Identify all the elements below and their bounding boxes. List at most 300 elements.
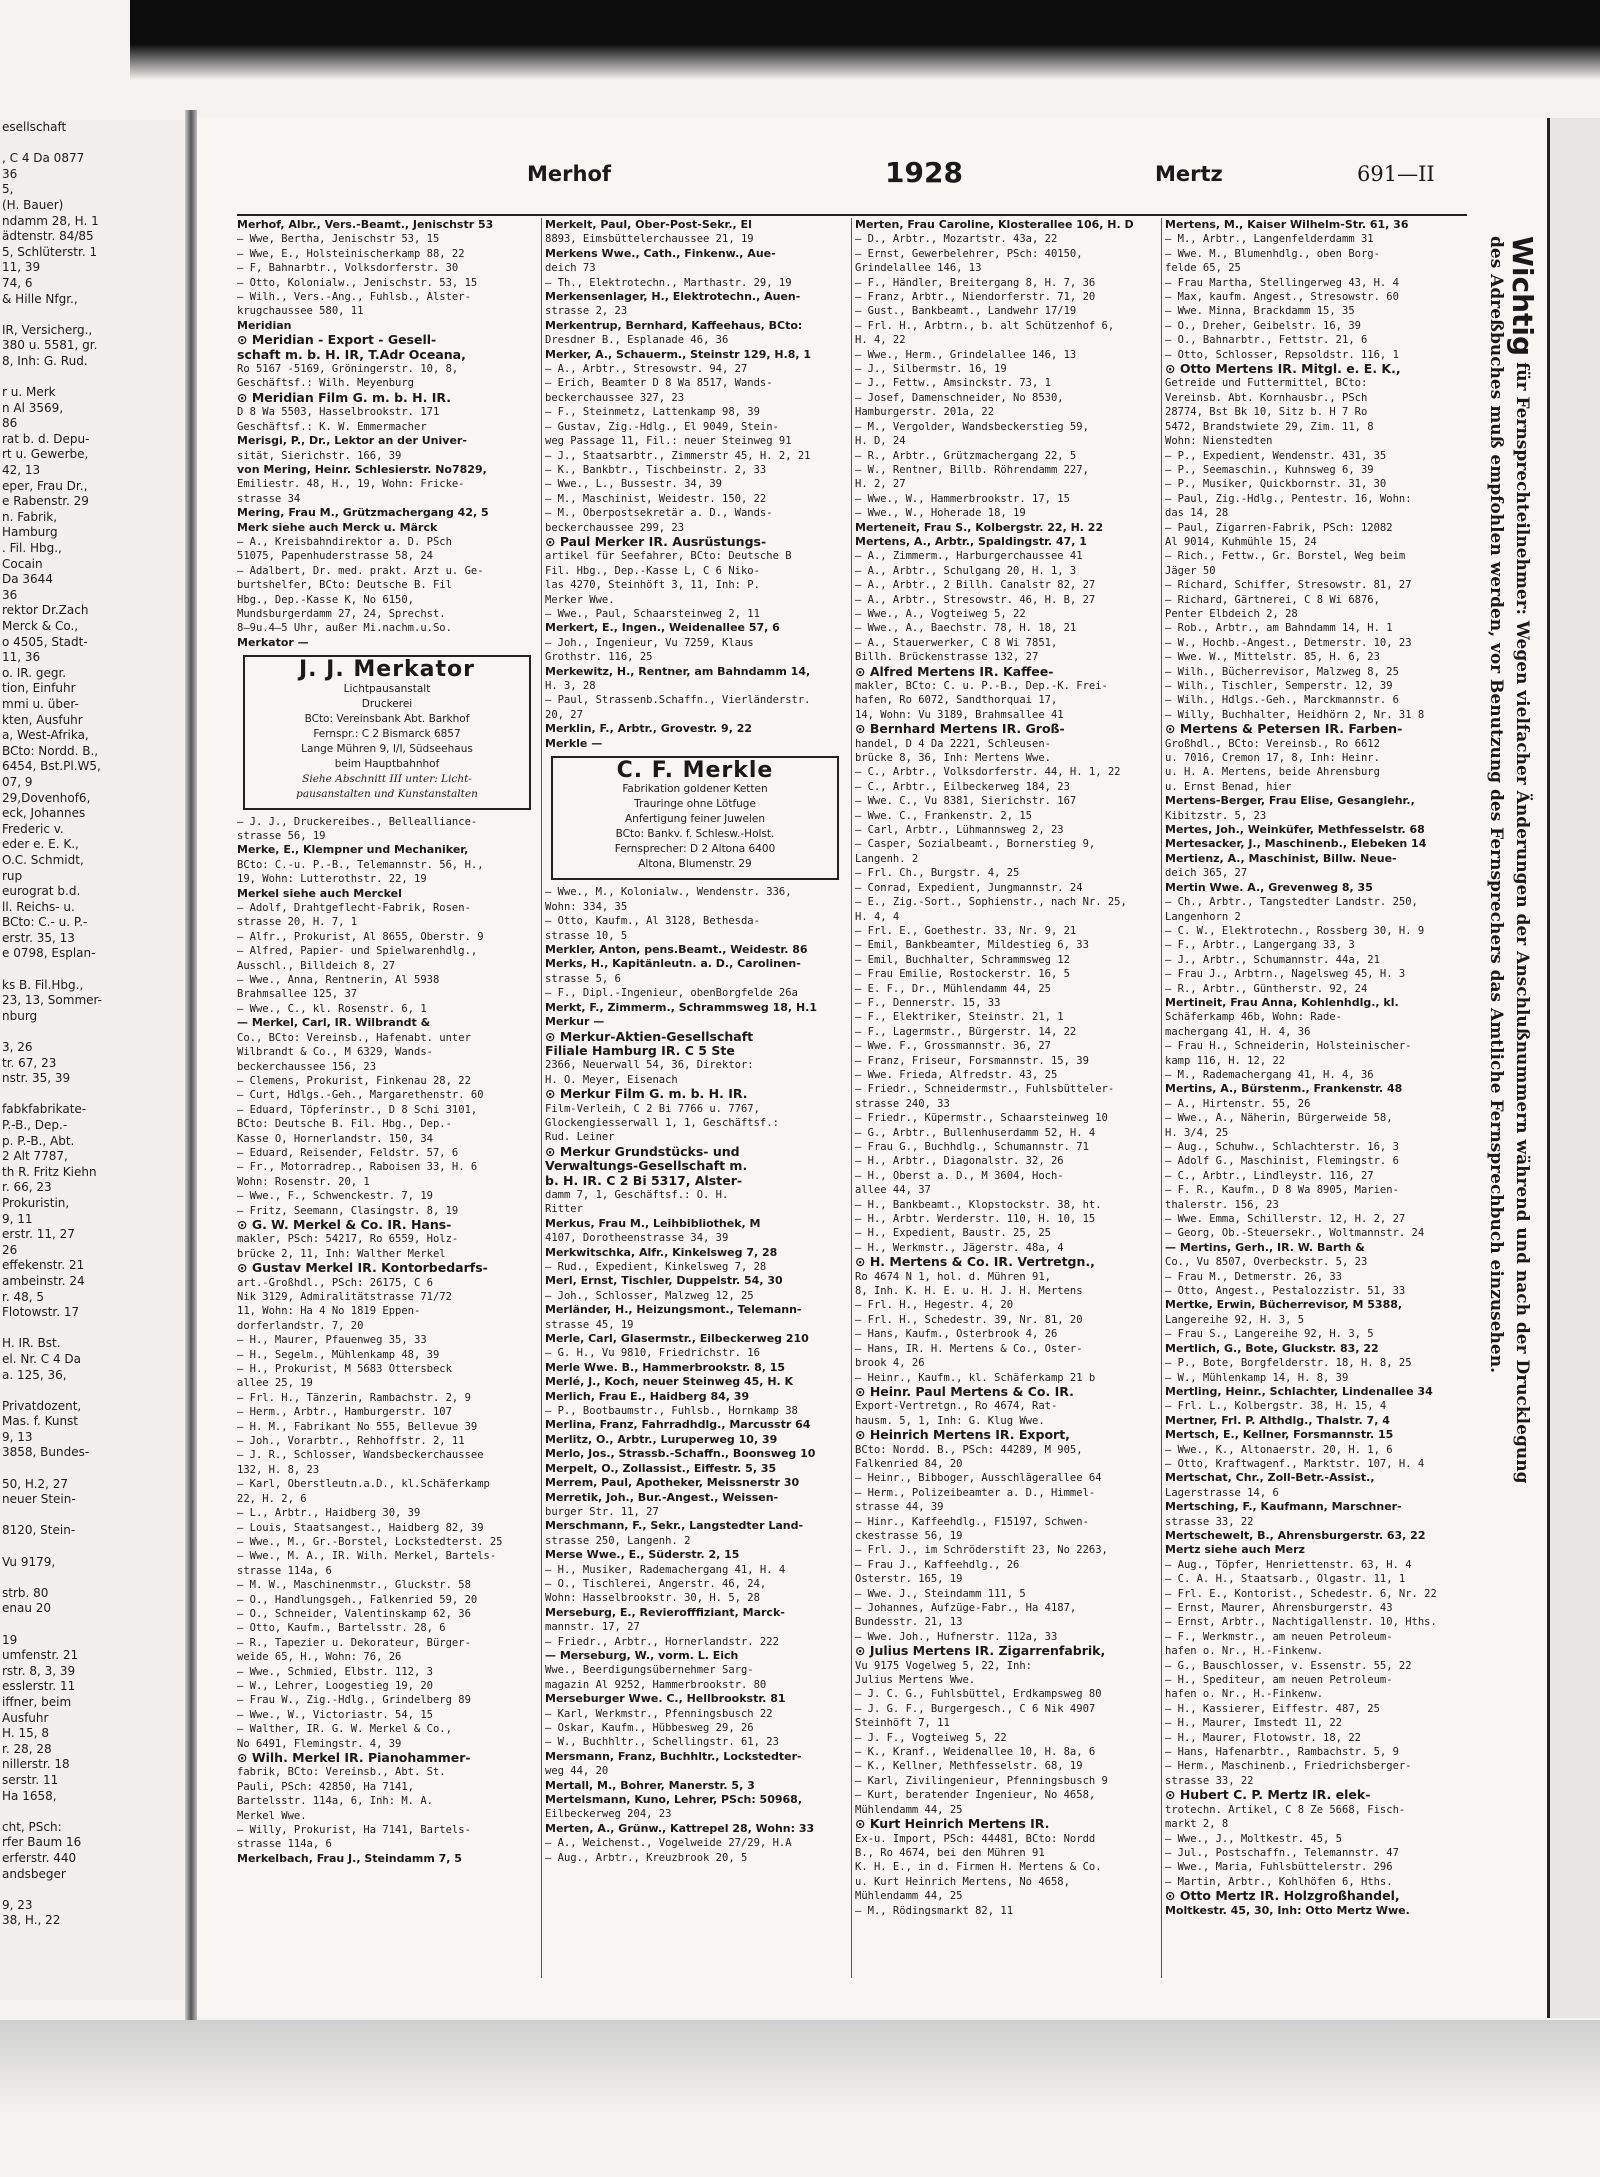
directory-entry: — Alfred, Papier- und Spielwarenhdlg., xyxy=(237,945,478,958)
directory-entry: — J. F., Vogteiweg 5, 22 xyxy=(855,1731,1007,1744)
directory-entry: — Karl, Werkmstr., Pfenningsbusch 22 xyxy=(545,1707,773,1720)
header-last-name: Mertz xyxy=(1155,162,1223,186)
directory-entry: — Clemens, Prokurist, Finkenau 28, 22 xyxy=(237,1074,471,1087)
directory-entry: ckestrasse 56, 19 xyxy=(855,1529,963,1542)
directory-entry: — Ch., Arbtr., Tangstedter Landstr. 250, xyxy=(1165,896,1418,909)
directory-entry: Filiale Hamburg IR. C 5 Ste xyxy=(545,1042,735,1058)
directory-entry: — P., Expedient, Wendenstr. 431, 35 xyxy=(1165,449,1387,462)
directory-entry: — P., Seemaschin., Kuhnsweg 6, 39 xyxy=(1165,463,1374,476)
directory-entry: strasse 2, 23 xyxy=(545,305,628,318)
fragment-line: a. 125, 36, xyxy=(2,1367,67,1382)
directory-entry: u. H. A. Mertens, beide Ahrensburg xyxy=(1165,766,1380,779)
fragment-line: rt u. Gewerbe, xyxy=(2,447,89,462)
directory-entry: Ritter xyxy=(545,1203,583,1216)
directory-entry: Co., Vu 8507, Overbeckstr. 5, 23 xyxy=(1165,1256,1368,1269)
fragment-line: el. Nr. C 4 Da xyxy=(2,1351,82,1366)
fragment-line: iffner, beim xyxy=(2,1694,72,1709)
directory-entry: Merle, Carl, Glasermstr., Eilbeckerweg 210 xyxy=(545,1332,809,1346)
directory-entry: — Ernst, Maurer, Ahrensburgerstr. 43 xyxy=(1165,1602,1393,1614)
directory-entry: D 8 Wa 5503, Hasselbrookstr. 171 xyxy=(237,406,440,419)
directory-entry: — Th., Elektrotechn., Marthastr. 29, 19 xyxy=(545,276,792,289)
directory-entry: — Mertins, Gerh., IR. W. Barth & xyxy=(1165,1240,1365,1254)
directory-entry: Mertling, Heinr., Schlachter, Lindenallee 34 xyxy=(1165,1384,1433,1398)
fragment-line: O.C. Schmidt, xyxy=(2,852,84,867)
directory-entry: — Louis, Staatsangest., Haidberg 82, 39 xyxy=(237,1521,484,1534)
directory-entry: No 6491, Flemingstr. 4, 39 xyxy=(237,1737,402,1750)
fragment-line: Vu 9179, xyxy=(2,1554,56,1569)
fragment-line: ambeinstr. 24 xyxy=(2,1273,85,1288)
fragment-line: 3858, Bundes- xyxy=(2,1445,90,1460)
fragment-line: eper, Frau Dr., xyxy=(2,478,88,493)
directory-entry: H. D, 24 xyxy=(855,435,906,448)
directory-entry: Penter Elbdeich 2, 28 xyxy=(1165,607,1298,620)
directory-entry: Merrem, Paul, Apotheker, Meissnerstr 30 xyxy=(545,1476,800,1490)
ad-note: Siehe Abschnitt III unter: Licht- xyxy=(302,772,472,785)
directory-entry: Emiliestr. 48, H., 19, Wohn: Fricke- xyxy=(237,478,465,491)
directory-entry: — Willy, Buchhalter, Heidhörn 2, Nr. 31 8 xyxy=(1165,708,1425,721)
directory-entry: Merkelt, Paul, Ober-Post-Sekr., El xyxy=(545,218,752,231)
directory-entry: Merkert, E., Ingen., Weidenallee 57, 6 xyxy=(545,621,780,635)
directory-entry: Merkus, Frau M., Leihbibliothek, M xyxy=(545,1216,761,1230)
directory-entry: Mertall, M., Bohrer, Manerstr. 5, 3 xyxy=(545,1778,755,1792)
directory-entry: strasse 114a, 6 xyxy=(237,1564,332,1577)
directory-entry: — O., Schneider, Valentinskamp 62, 36 xyxy=(237,1607,471,1620)
directory-entry: — O., Bahnarbtr., Fettstr. 21, 6 xyxy=(1165,334,1368,347)
fragment-line: n. Fabrik, xyxy=(2,509,58,524)
directory-entry: Mertes, Joh., Weinküfer, Methfesselstr. 68 xyxy=(1165,823,1425,837)
directory-entry: 8—9u.4—5 Uhr, außer Mi.nachm.u.So. xyxy=(237,622,452,635)
directory-entry: — Friedr., Schneidermstr., Fuhlsbütteler- xyxy=(855,1083,1115,1096)
directory-entry: kamp 116, H. 12, 22 xyxy=(1165,1054,1286,1067)
fragment-line xyxy=(0,1539,185,1555)
directory-entry: — C. A. H., Staatsarb., Olgastr. 11, 1 xyxy=(1165,1573,1406,1586)
column-1 xyxy=(237,218,537,1978)
fragment-line xyxy=(0,1461,185,1477)
directory-entry: strasse 45, 19 xyxy=(545,1318,634,1331)
directory-entry: — Wwe., C., kl. Rosenstr. 6, 1 xyxy=(237,1002,427,1015)
directory-entry: — Aug., Töpfer, Henriettenstr. 63, H. 4 xyxy=(1165,1558,1412,1571)
directory-entry: 8893, Eimsbüttelerchaussee 21, 19 xyxy=(545,233,754,246)
directory-entry: — Wwe., M. A., IR. Wilh. Merkel, Bartels- xyxy=(237,1550,497,1563)
directory-entry: — H. M., Fabrikant No 555, Bellevue 39 xyxy=(237,1420,478,1433)
fragment-line xyxy=(0,1882,185,1898)
directory-entry: Mertens-Berger, Frau Elise, Gesanglehr., xyxy=(1165,794,1415,808)
directory-entry: Julius Mertens Wwe. xyxy=(855,1674,976,1687)
fragment-line: Mas. f. Kunst xyxy=(2,1414,79,1429)
fragment-line: nstr. 35, 39 xyxy=(2,1071,71,1086)
fragment-line: P.-B., Dep.- xyxy=(2,1118,68,1132)
directory-entry: Mertke, Erwin, Bücherrevisor, M 5388, xyxy=(1165,1298,1403,1312)
directory-entry: 11, Wohn: Ha 4 No 1819 Eppen- xyxy=(237,1305,421,1318)
directory-entry: Merkur — xyxy=(545,1015,605,1029)
directory-entry: Moltkestr. 45, 30, Inh: Otto Mertz Wwe. xyxy=(1165,1903,1410,1917)
fragment-line: 11, 36 xyxy=(2,650,41,665)
directory-entry: — Wilh., Vers.-Ang., Fuhlsb., Alster- xyxy=(237,291,471,304)
fragment-line: esslerstr. 11 xyxy=(2,1679,76,1694)
directory-entry: — Frau W., Zig.-Hdlg., Grindelberg 89 xyxy=(237,1694,471,1707)
fragment-line: 36 xyxy=(2,587,18,602)
directory-entry: — Wwe., J., Moltkestr. 45, 5 xyxy=(1165,1832,1343,1845)
directory-entry: strasse 250, Langenh. 2 xyxy=(545,1534,691,1547)
fragment-line xyxy=(0,136,185,152)
fragment-line xyxy=(0,962,185,978)
directory-entry: — Aug., Schuhw., Schlachterstr. 16, 3 xyxy=(1165,1141,1399,1153)
book-gutter xyxy=(185,110,197,2020)
directory-entry: Mertienz, A., Maschinist, Billw. Neue- xyxy=(1165,851,1397,865)
directory-entry: — Hans, Kaufm., Osterbrook 4, 26 xyxy=(855,1328,1058,1341)
directory-entry: las 4270, Steinhöft 3, 11, Inh: P. xyxy=(545,579,760,592)
directory-entry: brücke 2, 11, Inh: Walther Merkel xyxy=(237,1247,446,1260)
directory-entry: — A., Weichenst., Vogelweide 27/29, H.A xyxy=(545,1837,792,1850)
directory-entry: weg Passage 11, Fil.: neuer Steinweg 91 xyxy=(545,435,792,448)
directory-entry: — Adolf G., Maschinist, Flemingstr. 6 xyxy=(1165,1155,1399,1168)
directory-entry: Merten, Frau Caroline, Klosterallee 106, H. D xyxy=(855,218,1134,231)
directory-entry: — M., Oberpostsekretär a. D., Wands- xyxy=(545,507,773,520)
notice-line-1: für Fernsprechteilnehmer: Wegen vielfacher Änderungen der Anschlußnummern während und nach der Drucklegung xyxy=(1512,361,1532,1484)
fragment-line: nburg xyxy=(2,1008,38,1023)
column-2 xyxy=(545,218,845,1978)
directory-entry: — K., Bankbtr., Tischbeinstr. 2, 33 xyxy=(545,463,767,476)
directory-entry: Merkewitz, H., Rentner, am Bahndamm 14, xyxy=(545,664,811,678)
directory-entry: Mertlich, G., Bote, Gluckstr. 83, 22 xyxy=(1165,1341,1379,1355)
directory-entry: — Wwe., Maria, Fuhlsbüttelerstr. 296 xyxy=(1165,1861,1393,1874)
directory-entry: — F., Elektriker, Steinstr. 21, 1 xyxy=(855,1011,1064,1024)
directory-entry: — Ernst, Arbtr., Nachtigallenstr. 10, Hths. xyxy=(1165,1616,1437,1629)
page-edge xyxy=(1550,118,1600,2018)
directory-entry: — Wwe. F., Grossmannstr. 36, 27 xyxy=(855,1040,1051,1053)
directory-entry: — W., Rentner, Billb. Röhrendamm 227, xyxy=(855,463,1089,476)
directory-entry: — C., Arbtr., Eilbeckerweg 184, 23 xyxy=(855,780,1070,793)
directory-entry: — Eduard, Reisender, Feldstr. 57, 6 xyxy=(237,1146,459,1159)
directory-entry: — Joh., Ingenieur, Vu 7259, Klaus xyxy=(545,636,754,649)
directory-entry: Langenh. 2 xyxy=(855,852,919,865)
directory-entry: — Ernst, Gewerbelehrer, PSch: 40150, xyxy=(855,247,1083,260)
directory-entry: 28774, Bst Bk 10, Sitz b. H 7 Ro xyxy=(1165,406,1368,419)
directory-entry: Meridian xyxy=(237,318,292,332)
directory-entry: — Frau M., Detmerstr. 26, 33 xyxy=(1165,1270,1343,1283)
directory-entry: 20, 27 xyxy=(545,708,583,721)
directory-entry: — Friedr., Küpermstr., Schaarsteinweg 10 xyxy=(855,1112,1108,1125)
fragment-line: r u. Merk xyxy=(2,385,56,400)
fragment-line: 9, 13 xyxy=(2,1429,33,1444)
directory-entry: — F., Steinmetz, Lattenkamp 98, 39 xyxy=(545,406,760,419)
directory-entry: Mertz siehe auch Merz xyxy=(1165,1543,1305,1557)
directory-entry: Film-Verleih, C 2 Bi 7766 u. 7767, xyxy=(545,1102,760,1115)
fragment-line: Merck & Co., xyxy=(2,619,79,633)
directory-entry: strasse 56, 19 xyxy=(237,830,326,842)
fragment-line: 5, Schlüterstr. 1 xyxy=(2,244,98,259)
directory-entry: — Wwe., Paul, Schaarsteinweg 2, 11 xyxy=(545,607,760,620)
directory-entry: — O., Dreher, Geibelstr. 16, 39 xyxy=(1165,319,1361,332)
directory-entry: Mertsching, F., Kaufmann, Marschner- xyxy=(1165,1500,1402,1514)
directory-entry: weg 44, 20 xyxy=(545,1765,609,1778)
directory-entry: — Martin, Arbtr., Kohlhöfen 6, Hths. xyxy=(1165,1875,1393,1888)
directory-entry: — C., Arbtr., Lindleystr. 116, 27 xyxy=(1165,1169,1374,1182)
directory-entry: Merke, E., Klempner und Mechaniker, xyxy=(237,843,469,857)
directory-entry: das 14, 28 xyxy=(1165,507,1229,520)
directory-entry: b. H. IR. C 2 Bi 5317, Alster- xyxy=(545,1172,743,1188)
directory-entry: Ro 5167 -5169, Gröningerstr. 10, 8, xyxy=(237,363,459,376)
directory-entry: H. 3/4, 25 xyxy=(1165,1126,1229,1139)
directory-entry: — Wwe., K., Altonaerstr. 20, H. 1, 6 xyxy=(1165,1443,1393,1456)
fragment-line: 42, 13 xyxy=(2,463,41,478)
directory-entry: Merlitz, O., Arbtr., Luruperweg 10, 39 xyxy=(545,1432,778,1446)
directory-entry: — H., Arbtr., Diagonalstr. 32, 26 xyxy=(855,1155,1064,1168)
directory-entry: ⊙ Julius Mertens IR. Zigarrenfabrik, xyxy=(855,1643,1106,1659)
directory-entry: — Wwe. Emma, Schillerstr. 12, H. 2, 27 xyxy=(1165,1213,1406,1226)
directory-entry: ⊙ Meridian - Export - Gesell- xyxy=(237,332,437,348)
directory-entry: — Wwe, E., Holsteinischerkamp 88, 22 xyxy=(237,247,465,260)
directory-entry: — G. H., Vu 9810, Friedrichstr. 16 xyxy=(545,1347,760,1360)
directory-entry: — R., Arbtr., Güntherstr. 92, 24 xyxy=(1165,982,1368,995)
fragment-line xyxy=(0,1570,185,1586)
directory-entry: ⊙ Mertens & Petersen IR. Farben- xyxy=(1165,721,1403,737)
ad-line: Fernsprecher: D 2 Altona 6400 xyxy=(614,843,776,856)
directory-entry: — G., Bauschlosser, v. Essenstr. 55, 22 xyxy=(1165,1659,1412,1672)
directory-entry: ⊙ H. Mertens & Co. IR. Vertretgn., xyxy=(855,1254,1095,1270)
directory-entry: Merlo, Jos., Strassb.-Schaffn., Boonsweg 10 xyxy=(545,1447,816,1461)
fragment-line: r. 28, 28 xyxy=(2,1741,52,1756)
directory-entry: Mertelsmann, Kuno, Lehrer, PSch: 50968, xyxy=(545,1793,802,1807)
directory-entry: Hamburgerstr. 201a, 22 xyxy=(855,406,995,419)
fragment-line: Flotowstr. 17 xyxy=(2,1305,80,1320)
header-page-number: 691—II xyxy=(1357,162,1435,186)
header-rule xyxy=(237,214,1467,216)
previous-page-fragment xyxy=(0,120,185,2000)
fragment-line: tr. 67, 23 xyxy=(2,1055,57,1070)
directory-entry: BCto: C.-u. P.-B., Telemannstr. 56, H., xyxy=(237,858,484,871)
directory-entry: — Rud., Expedient, Kinkelsweg 7, 28 xyxy=(545,1261,767,1273)
directory-entry: — H., Kassierer, Eiffestr. 487, 25 xyxy=(1165,1702,1380,1715)
ad-line: Lange Mühren 9, I/I, Südseehaus xyxy=(301,742,473,755)
directory-entry: Bundesstr. 21, 13 xyxy=(855,1616,963,1629)
directory-entry: brücke 8, 36, Inh: Mertens Wwe. xyxy=(855,752,1051,765)
directory-entry: — Frau J., Kaffeehdlg., 26 xyxy=(855,1558,1020,1571)
directory-entry: Hbg., Dep.-Kasse K, No 6150, xyxy=(237,593,415,606)
directory-entry: Mertin Wwe. A., Grevenweg 8, 35 xyxy=(1165,880,1373,894)
directory-entry: — Otto, Angest., Pestalozzistr. 51, 33 xyxy=(1165,1285,1406,1298)
directory-entry: — Wwe. Frieda, Alfredstr. 43, 25 xyxy=(855,1068,1058,1081)
fragment-line: enau 20 xyxy=(2,1601,52,1616)
ad-line: Trauringe ohne Lötfuge xyxy=(634,798,756,811)
directory-entry: — R., Tapezier u. Dekorateur, Bürger- xyxy=(237,1636,471,1649)
directory-entry: — Walther, IR. G. W. Merkel & Co., xyxy=(237,1723,452,1736)
directory-entry: — Frl. H., Arbtrn., b. alt Schützenhof 6, xyxy=(855,319,1115,332)
directory-entry: strasse 114a, 6 xyxy=(237,1838,332,1851)
directory-entry: — Wilh., Tischler, Semperstr. 12, 39 xyxy=(1165,680,1393,692)
fragment-line: fabkfabrikate- xyxy=(2,1102,87,1117)
fragment-line: rup xyxy=(2,868,23,883)
directory-entry: — Frl. H., Tänzerin, Rambachstr. 2, 9 xyxy=(237,1391,471,1404)
directory-entry: ⊙ Kurt Heinrich Mertens IR. xyxy=(855,1816,1050,1832)
directory-entry: — Otto, Schlosser, Repsoldstr. 116, 1 xyxy=(1165,348,1399,361)
directory-entry: — Fritz, Seemann, Clasingstr. 8, 19 xyxy=(237,1204,459,1217)
directory-entry: ⊙ Merkur-Aktien-Gesellschaft xyxy=(545,1028,754,1044)
directory-entry: Vu 9175 Vogelweg 5, 22, Inh: xyxy=(855,1659,1033,1672)
fragment-line: 38, H., 22 xyxy=(2,1913,61,1928)
fragment-line: BCto: Nordd. B., xyxy=(2,743,99,758)
directory-entry: Merk siehe auch Merck u. Märck xyxy=(237,520,438,534)
fragment-line: 9, 23 xyxy=(2,1897,33,1912)
fragment-line: ädtenstr. 84/85 xyxy=(2,229,94,244)
directory-entry: weide 65, H., Wohn: 76, 26 xyxy=(237,1651,402,1664)
directory-entry: ⊙ Merkur Film G. m. b. H. IR. xyxy=(545,1086,748,1102)
directory-entry: — Frau H., Schneiderin, Holsteinischer- xyxy=(1165,1040,1412,1053)
directory-entry: markt 2, 8 xyxy=(1165,1818,1229,1831)
fragment-line: 86 xyxy=(2,416,18,431)
ad-title: C. F. Merkle xyxy=(616,758,774,784)
directory-entry: — Wwe., M., Gr.-Borstel, Lockstedterst. 25 xyxy=(237,1535,503,1548)
directory-entry: Geschäftsf.: K. W. Emmermacher xyxy=(237,420,427,433)
directory-entry: — H., Spediteur, am neuen Petroleum- xyxy=(1165,1674,1393,1687)
directory-entry: — Wwe., F., Schwenckestr. 7, 19 xyxy=(237,1190,433,1203)
column-divider xyxy=(851,218,852,1978)
directory-entry: Jäger 50 xyxy=(1165,564,1216,577)
directory-entry: u. Kurt Heinrich Mertens, No 4658, xyxy=(855,1875,1070,1888)
directory-entry: hafen, Ro 6072, Sandthorquai 17, xyxy=(855,694,1058,707)
directory-entry: — M. W., Maschinenmstr., Gluckstr. 58 xyxy=(237,1579,471,1592)
directory-entry: Grothstr. 116, 25 xyxy=(545,651,653,664)
fragment-line: strb. 80 xyxy=(2,1585,49,1600)
directory-entry: Langereihe 92, H. 3, 5 xyxy=(1165,1313,1305,1326)
directory-entry: — Wwe. J., Steindamm 111, 5 xyxy=(855,1587,1026,1600)
directory-entry: — E., Zig.-Sort., Sophienstr., nach Nr. 25, xyxy=(855,896,1127,909)
directory-entry: ⊙ Heinrich Mertens IR. Export, xyxy=(855,1427,1070,1443)
directory-entry: — Frl. J., im Schröderstift 23, No 2263, xyxy=(855,1544,1108,1557)
column-divider xyxy=(1161,218,1162,1978)
directory-entry: — M., Maschinist, Weidestr. 150, 22 xyxy=(545,492,767,505)
fragment-line: (H. Bauer) xyxy=(2,197,64,212)
directory-entry: Mundsburgerdamm 27, 24, Sprechst. xyxy=(237,607,446,620)
directory-entry: Merseburger Wwe. C., Hellbrookstr. 81 xyxy=(545,1692,786,1706)
fragment-line: Cocain xyxy=(2,556,43,571)
fragment-line: o 4505, Stadt- xyxy=(2,634,88,649)
directory-entry: — A., Hirtenstr. 55, 26 xyxy=(1165,1097,1311,1110)
directory-entry: — Otto, Kaufm., Bartelsstr. 28, 6 xyxy=(237,1622,446,1635)
directory-entry: Merisgi, P., Dr., Lektor an der Univer- xyxy=(237,434,467,448)
directory-entry: — Joh., Vorarbtr., Rehhoffstr. 2, 11 xyxy=(237,1435,465,1448)
fragment-line: erstr. 11, 27 xyxy=(2,1227,75,1242)
directory-entry: — Heinr., Bibboger, Ausschlägerallee 64 xyxy=(855,1472,1102,1485)
directory-entry: — Richard, Gärtnerei, C 8 Wi 6876, xyxy=(1165,593,1380,606)
directory-entry: Merkelbach, Frau J., Steindamm 7, 5 xyxy=(237,1851,462,1865)
directory-entry: — O., Tischlerei, Angerstr. 46, 24, xyxy=(545,1577,767,1590)
fragment-line: mmi u. über- xyxy=(2,696,79,711)
directory-entry: — Frau J., Arbtrn., Nagelsweg 45, H. 3 xyxy=(1165,968,1406,981)
directory-entry: — A., Stauerwerker, C 8 Wi 7851, xyxy=(855,636,1058,649)
directory-entry: — F., Arbtr., Langergang 33, 3 xyxy=(1165,939,1355,952)
fragment-line: Privatdozent, xyxy=(2,1398,82,1413)
directory-entry: Glockengiesserwall 1, 1, Geschäftsf.: xyxy=(545,1116,779,1129)
directory-entry: — Emil, Bankbeamter, Mildestieg 6, 33 xyxy=(855,939,1089,952)
directory-entry: hafen o. Nr., H.-Finkenw. xyxy=(1165,1645,1324,1658)
directory-entry: — H., Bankbeamt., Klopstockstr. 38, ht. xyxy=(855,1198,1102,1211)
directory-entry: Merten, A., Grünw., Kattrepel 28, Wohn: 33 xyxy=(545,1821,815,1835)
fragment-line: 11, 39 xyxy=(2,260,41,275)
directory-entry: 8, Inh. K. H. E. u. H. J. H. Mertens xyxy=(855,1285,1083,1298)
directory-entry: — Otto, Kraftwagenf., Marktstr. 107, H. 4 xyxy=(1165,1457,1425,1470)
directory-entry: ⊙ Gustav Merkel IR. Kontorbedarfs- xyxy=(237,1260,488,1276)
directory-entry: — H., Maurer, Imstedt 11, 22 xyxy=(1165,1717,1343,1730)
fragment-line: BCto: C.- u. P.- xyxy=(2,915,88,930)
directory-entry: Co., BCto: Vereinsb., Hafenabt. unter xyxy=(237,1031,471,1044)
directory-entry: 2366, Neuerwall 54, 36, Direktor: xyxy=(545,1059,754,1072)
directory-entry: Ausschl., Billdeich 8, 27 xyxy=(237,959,396,972)
directory-entry: beckerchaussee 327, 23 xyxy=(545,391,685,404)
directory-entry: dorferlandstr. 7, 20 xyxy=(237,1319,364,1332)
fragment-line: Ha 1658, xyxy=(2,1788,57,1803)
fragment-line: 2 Alt 7787, xyxy=(2,1149,68,1164)
directory-entry: — Gust., Bankbeamt., Landwehr 17/19 xyxy=(855,305,1077,318)
directory-entry: damm 7, 1, Geschäftsf.: O. H. xyxy=(545,1188,729,1201)
directory-entry: — Wwe., W., Hoherade 18, 19 xyxy=(855,507,1026,520)
directory-entry: Wohn: Hasselbrookstr. 30, H. 5, 28 xyxy=(545,1592,760,1605)
directory-entry: — Wwe., A., Näherin, Bürgerweide 58, xyxy=(1165,1112,1393,1125)
directory-entry: — W., Lehrer, Loogestieg 19, 20 xyxy=(237,1679,433,1692)
fragment-line: 8120, Stein- xyxy=(2,1523,76,1538)
directory-entry: — M., Rademachergang 41, H. 4, 36 xyxy=(1165,1068,1374,1081)
directory-entry: — Wwe. Joh., Hufnerstr. 112a, 33 xyxy=(855,1630,1058,1643)
directory-entry: Mertineit, Frau Anna, Kohlenhdlg., kl. xyxy=(1165,995,1399,1009)
directory-entry: — H., Maurer, Flotowstr. 18, 22 xyxy=(1165,1731,1361,1744)
fragment-line xyxy=(0,1024,185,1040)
directory-entry: makler, BCto: C. u. P.-B., Dep.-K. Frei- xyxy=(855,680,1108,692)
directory-entry: Langenhorn 2 xyxy=(1165,910,1241,923)
directory-entry: Mertins, A., Bürstenm., Frankenstr. 48 xyxy=(1165,1082,1403,1096)
directory-entry: — F., Lagermstr., Bürgerstr. 14, 22 xyxy=(855,1025,1077,1038)
directory-entry: Geschäftsf.: Wilh. Meyenburg xyxy=(237,377,415,390)
ad-line: Druckerei xyxy=(361,697,413,710)
directory-entry: Merteneit, Frau S., Kolbergstr. 22, H. 22 xyxy=(855,520,1104,534)
directory-entry: — Rob., Arbtr., am Bahndamm 14, H. 1 xyxy=(1165,622,1393,635)
directory-entry: — Wwe., A., Baechstr. 78, H. 18, 21 xyxy=(855,622,1077,635)
directory-entry: fabrik, BCto: Vereinsb., Abt. St. xyxy=(237,1766,446,1779)
directory-entry: u. Ernst Benad, hier xyxy=(1165,780,1292,793)
directory-entry: — H., Werkmstr., Jägerstr. 48a, 4 xyxy=(855,1241,1064,1254)
directory-entry: — Richard, Schiffer, Stresowstr. 81, 27 xyxy=(1165,579,1412,592)
directory-entry: Mühlendamm 44, 25 xyxy=(855,1890,963,1903)
directory-entry: mannstr. 17, 27 xyxy=(545,1621,640,1634)
directory-entry: — Merseburg, W., vorm. L. Eich xyxy=(545,1648,739,1662)
directory-entry: 14, Wohn: Vu 3189, Brahmsallee 41 xyxy=(855,708,1064,721)
directory-entry: Merkler, Anton, pens.Beamt., Weidestr. 86 xyxy=(545,943,808,957)
ad-line: beim Hauptbahnhof xyxy=(334,757,440,770)
fragment-line: tion, Einfuhr xyxy=(2,681,76,696)
fragment-line xyxy=(0,1617,185,1633)
directory-entry: Mersmann, Franz, Buchhltr., Lockstedter- xyxy=(545,1749,802,1763)
directory-entry: — Paul, Zig.-Hdlg., Pentestr. 16, Wohn: xyxy=(1165,492,1412,505)
directory-entry: — Wwe., L., Bussestr. 34, 39 xyxy=(545,478,723,491)
fragment-line xyxy=(0,1321,185,1337)
directory-entry: Kibitzstr. 5, 23 xyxy=(1165,809,1267,822)
directory-entry: 5472, Brandstwiete 29, Zim. 11, 8 xyxy=(1165,420,1374,433)
directory-entry: magazin Al 9252, Hammerbrookstr. 80 xyxy=(545,1678,767,1691)
directory-entry: — G., Arbtr., Bullenhuserdamm 52, H. 4 xyxy=(855,1126,1096,1139)
fragment-line: Hamburg xyxy=(2,525,58,540)
directory-entry: — Wwe. Minna, Brackdamm 15, 35 xyxy=(1165,305,1355,318)
fragment-line: Frederic v. xyxy=(2,821,64,836)
fragment-line: kten, Ausfuhr xyxy=(2,712,83,727)
directory-entry: 22, H. 2, 6 xyxy=(237,1492,307,1505)
directory-entry: Dresdner B., Esplanade 46, 36 xyxy=(545,334,729,347)
fragment-line xyxy=(0,1383,185,1399)
fragment-line: erferstr. 440 xyxy=(2,1850,77,1865)
directory-entry: — Wwe., W., Victoriastr. 54, 15 xyxy=(237,1708,433,1721)
directory-entry: ⊙ G. W. Merkel & Co. IR. Hans- xyxy=(237,1216,452,1232)
directory-entry: — Georg, Ob.-Steuersekr., Woltmannstr. 24 xyxy=(1165,1227,1425,1240)
directory-entry: H. 3, 28 xyxy=(545,680,596,692)
fragment-line: . Fil. Hbg., xyxy=(2,541,62,556)
